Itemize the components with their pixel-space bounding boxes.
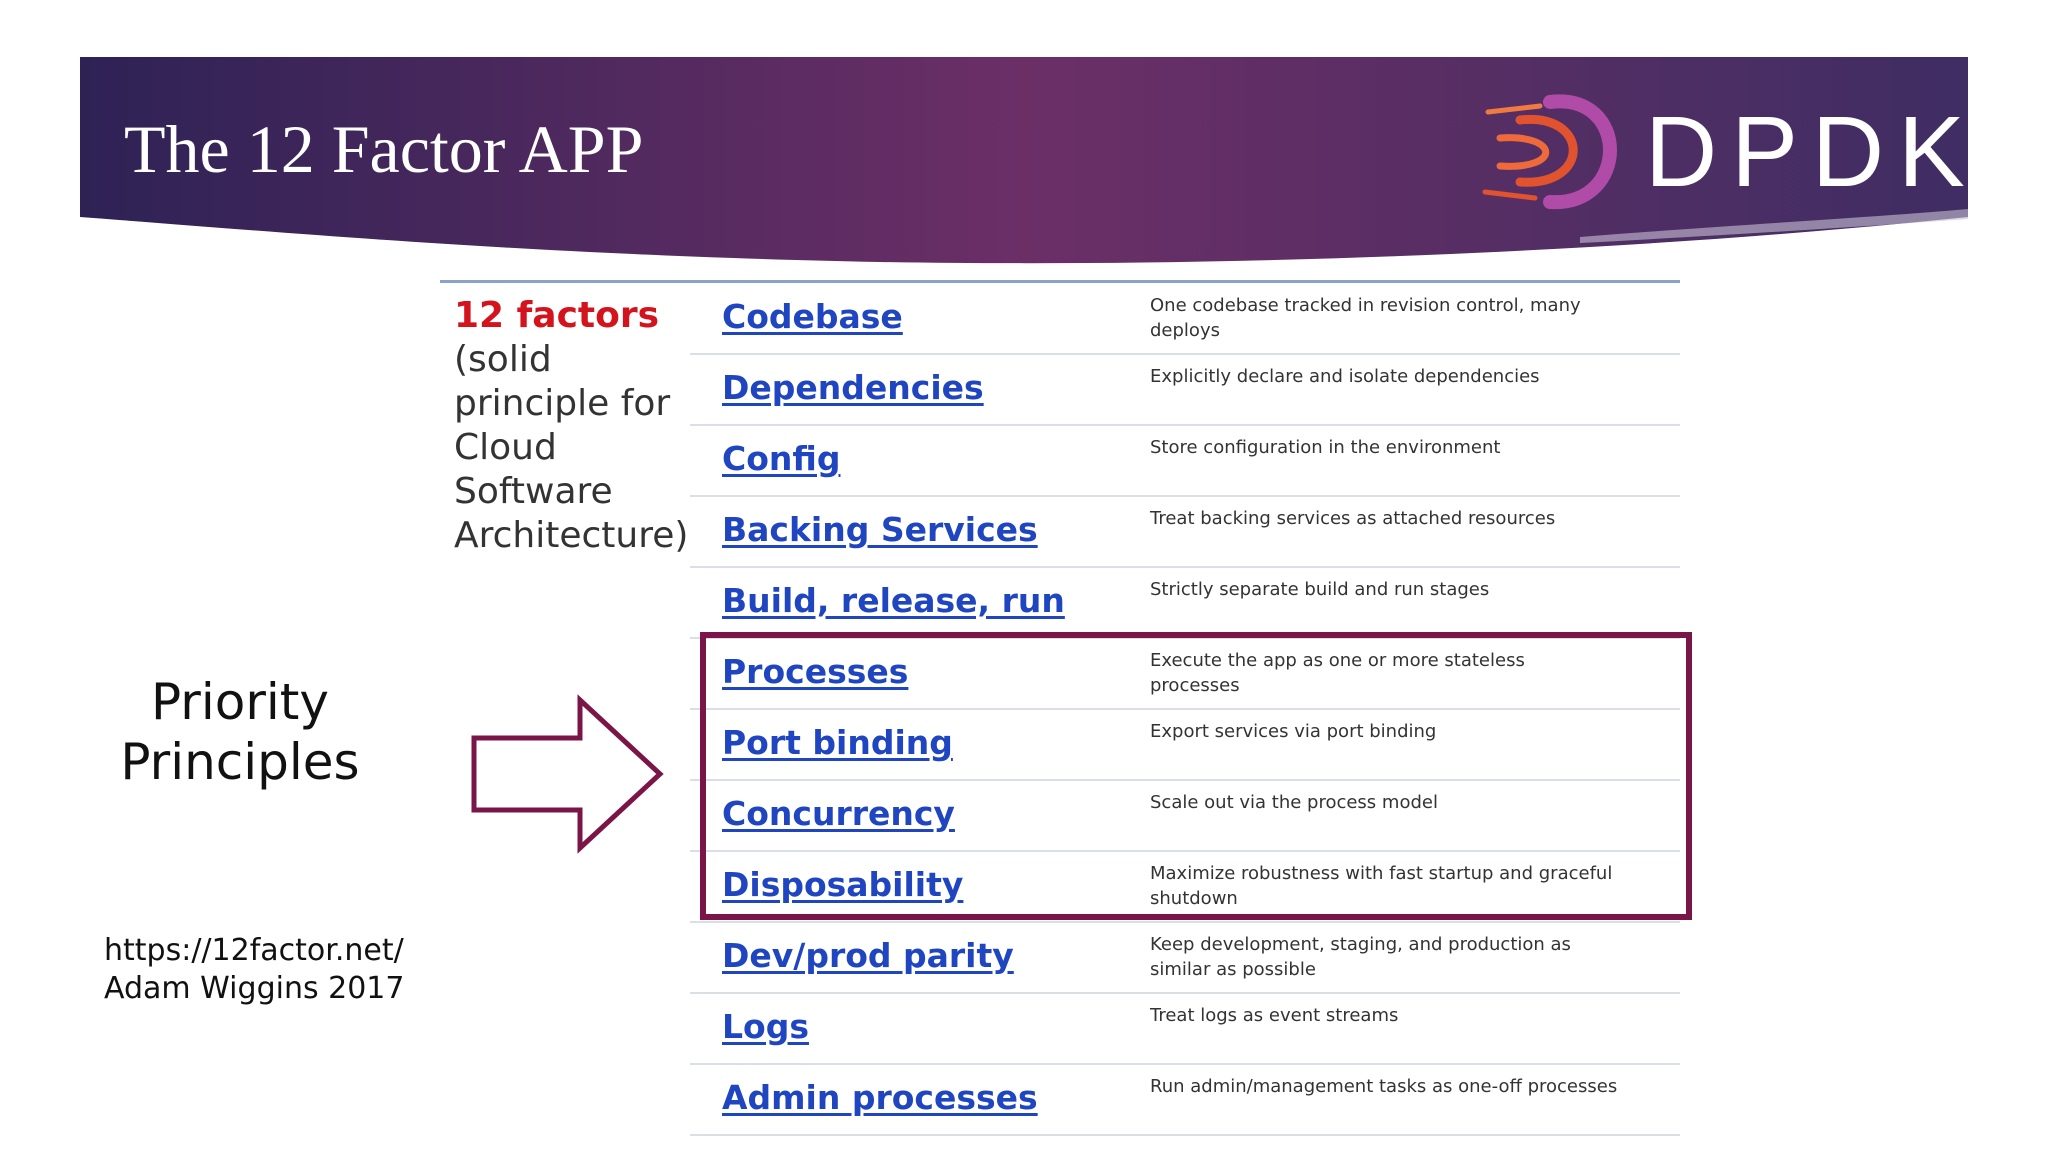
priority-highlight-box (700, 632, 1692, 920)
factor-desc: Treat backing services as attached resources (1150, 508, 1556, 529)
caption-accent: 12 factors (454, 295, 660, 336)
factor-row (690, 1064, 1680, 1136)
factor-link-admin-processes[interactable]: Admin processes (722, 1078, 1038, 1117)
factor-link-concurrency[interactable]: Concurrency (722, 794, 955, 833)
logo-text: DPDK (1645, 96, 1979, 208)
source-credit: Adam Wiggins 2017 (104, 971, 405, 1006)
factor-link-dependencies[interactable]: Dependencies (722, 368, 984, 407)
factor-desc: Export services via port binding (1150, 721, 1437, 742)
factor-desc: Scale out via the process model (1150, 792, 1438, 813)
factor-desc: Store configuration in the environment (1150, 437, 1501, 458)
factor-link-build-release-run[interactable]: Build, release, run (722, 581, 1065, 620)
factor-row (690, 354, 1680, 426)
slide-title: The 12 Factor APP (124, 111, 644, 187)
factor-row (690, 567, 1680, 639)
factor-row (690, 496, 1680, 568)
factor-row (690, 993, 1680, 1065)
caption-text: (solid principle for Cloud Software Architecture) (454, 339, 689, 556)
right-arrow-icon (468, 694, 668, 854)
factor-row (690, 922, 1680, 994)
priority-principles-label (80, 672, 400, 792)
factor-link-logs[interactable]: Logs (722, 1007, 809, 1046)
factor-desc: Treat logs as event streams (1150, 1005, 1399, 1026)
factor-desc: Maximize robustness with fast startup and graceful shutdown (1150, 863, 1613, 909)
source-footer (104, 932, 404, 1008)
factor-link-disposability[interactable]: Disposability (722, 865, 964, 904)
factor-link-processes[interactable]: Processes (722, 652, 909, 691)
factor-desc: One codebase tracked in revision control, many deploys (1150, 295, 1581, 341)
table-caption (454, 294, 689, 558)
priority-line-1: Priority (151, 673, 329, 731)
source-url: https://12factor.net/ (104, 933, 404, 968)
factor-row (690, 425, 1680, 497)
factor-link-dev-prod-parity[interactable]: Dev/prod parity (722, 936, 1014, 975)
factor-desc: Run admin/management tasks as one-off processes (1150, 1076, 1618, 1097)
factor-link-backing-services[interactable]: Backing Services (722, 510, 1038, 549)
factor-desc: Execute the app as one or more stateless processes (1150, 650, 1525, 696)
factor-desc: Keep development, staging, and production as similar as possible (1150, 934, 1571, 980)
priority-line-2: Principles (120, 733, 360, 791)
factor-link-port-binding[interactable]: Port binding (722, 723, 953, 762)
factor-link-codebase[interactable]: Codebase (722, 297, 903, 336)
factor-desc: Strictly separate build and run stages (1150, 579, 1490, 600)
factor-link-config[interactable]: Config (722, 439, 841, 478)
factor-row (690, 283, 1680, 355)
factor-desc: Explicitly declare and isolate dependencies (1150, 366, 1540, 387)
